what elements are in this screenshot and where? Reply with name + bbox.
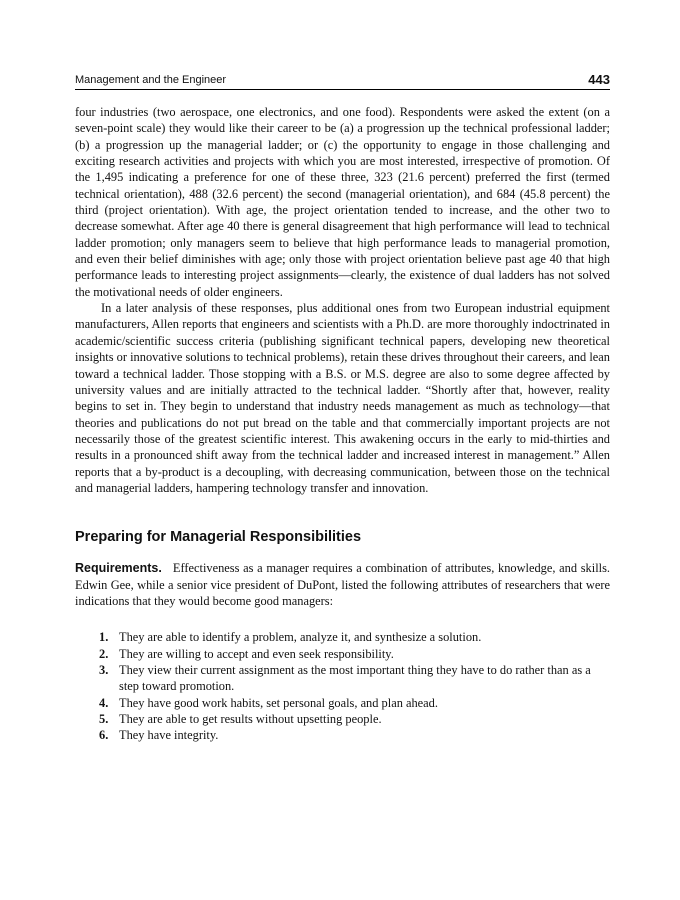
section-heading: Preparing for Managerial Responsibilities bbox=[75, 529, 362, 546]
list-text: They have integrity. bbox=[119, 728, 219, 743]
running-title: Management and the Engineer bbox=[75, 74, 227, 86]
list-item bbox=[87, 662, 610, 695]
list-text: They are able to get results without upsetting people. bbox=[119, 712, 382, 726]
list-text: They have good work habits, set personal goals, and plan ahead. bbox=[119, 695, 438, 710]
list-text: They are willing to accept and even seek responsibility. bbox=[119, 646, 394, 661]
list-number: 3. bbox=[99, 662, 109, 677]
list-text: They view their current assignment as the most important thing they have to do rather than as a step toward promotion. bbox=[119, 662, 591, 694]
list-number: 2. bbox=[99, 646, 109, 661]
list-number: 6. bbox=[99, 728, 109, 743]
list-number: 4. bbox=[99, 695, 109, 710]
page-body bbox=[75, 104, 610, 744]
list-item bbox=[87, 695, 610, 711]
attributes-list bbox=[75, 629, 610, 743]
list-item bbox=[87, 727, 610, 743]
list-item bbox=[87, 646, 610, 662]
running-header bbox=[75, 72, 610, 90]
list-text: They are able to identify a problem, analyze it, and synthesize a solution. bbox=[119, 630, 482, 645]
requirements-run-in-heading: Requirements. bbox=[75, 561, 162, 576]
requirements-text: Effectiveness as a manager requires a combination of attributes, knowledge, and skills. Edwin Gee, while a senior vice president of DuPont, listed the following attributes of researchers that were indications that they would become good managers: bbox=[75, 561, 610, 608]
list-item bbox=[87, 711, 610, 727]
paragraph-continued: four industries (two aerospace, one electronics, and one food). Respondents were asked the extent (on a seven-point scale) they would like their career to be (a) a progression up the technical professional ladder; (b) a progression up the managerial ladder; or (c) the opportunity to engage in those challenging and exciting research activities and projects with which you are most interested, irrespective of promotion. Of the 1,495 indicating a preference for one of these three, 323 (21.6 percent) preferred the first (termed technical orientation), 488 (32.6 percent) the second (managerial orientation), and 684 (45.8 percent) the third (project orientation). With age, the project orientation tended to increase, and the other two to decrease somewhat. After age 40 there is general disagreement that high performance will lead to technical ladder promotion; only managers seem to believe that high performance leads to managerial promotion, and even their belief diminishes with age; only those with project orientation believe past age 40 that high performance leads to interesting project assignments—clearly, the existence of dual ladders has not solved the motivational needs of older engineers. bbox=[75, 105, 610, 299]
requirements-paragraph bbox=[75, 560, 610, 609]
list-number: 5. bbox=[99, 712, 109, 726]
page-number: 443 bbox=[588, 72, 610, 87]
list-item bbox=[87, 629, 610, 645]
list-number: 1. bbox=[99, 630, 109, 645]
paragraph-allen-analysis: In a later analysis of these responses, plus additional ones from two European industrial equipment manufacturers, Allen reports that engineers and scientists with a Ph.D. are more thoroughly indoctrinated in academic/scientific success criteria (publishing significant technical papers, developing new theoretical insights or innovative solutions to technical problems), retain these drives throughout their careers, and lean toward a technical ladder. Those stopping with a B.S. or M.S. degree are also to some degree affected by university values and are initially attracted to the technical ladder. “Shortly after that, however, reality begins to set in. They begin to understand that industry needs management as much as technology—that theories and publications do not put bread on the table and that commercially important projects are not necessarily those of the greatest scientific interest. This awakening occurs in the early to mid-thirties and results in a pronounced shift away from the technical ladder and increased interest in management.” Allen reports that a by-product is a decoupling, with decreasing communication, between those on the technical and managerial ladders, hampering technology transfer and innovation. bbox=[75, 301, 610, 495]
